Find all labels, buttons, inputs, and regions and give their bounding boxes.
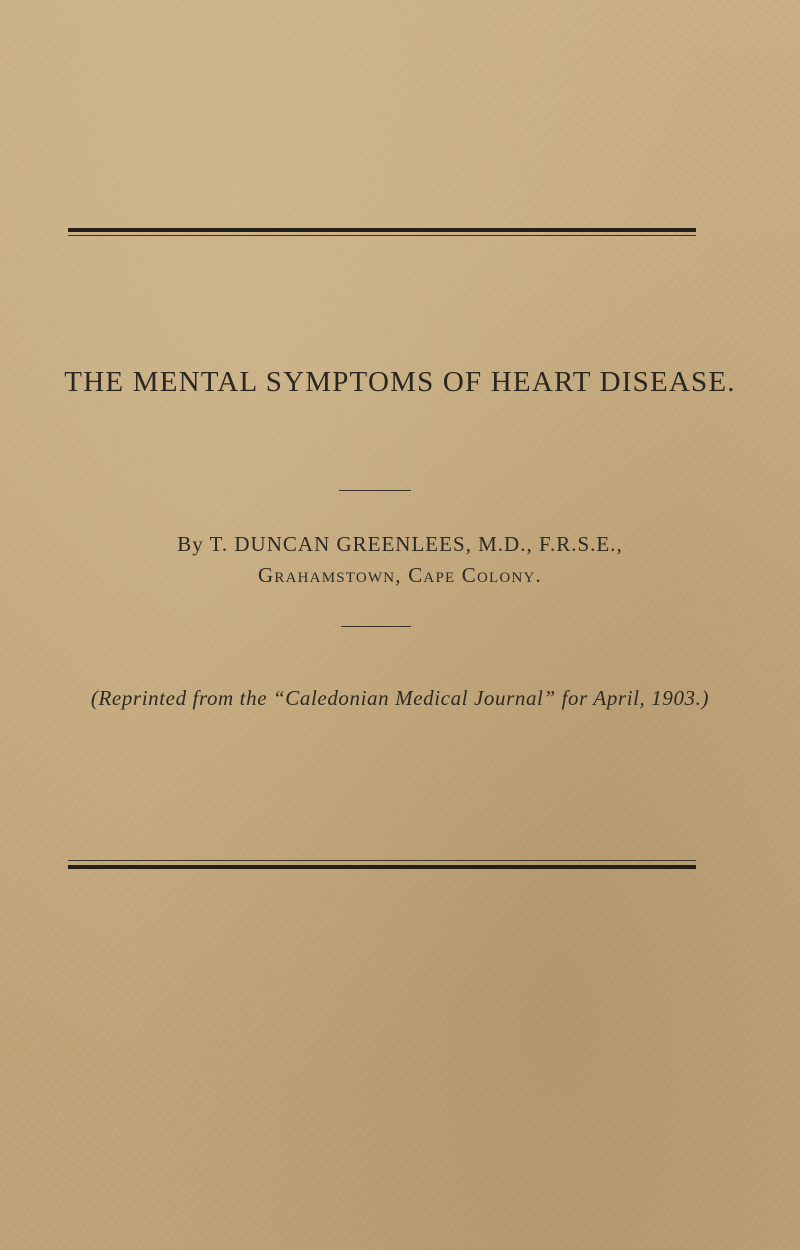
document-title: THE MENTAL SYMPTOMS OF HEART DISEASE.	[64, 366, 736, 398]
top-thick-rule	[68, 228, 696, 232]
author-separator-rule	[341, 626, 411, 627]
title-separator-rule	[339, 490, 411, 491]
top-thin-rule	[68, 235, 696, 236]
bottom-thin-rule	[68, 860, 696, 861]
reprint-note: (Reprinted from the “Caledonian Medical Journal” for April, 1903.)	[90, 686, 710, 710]
author-line: By T. DUNCAN GREENLEES, M.D., F.R.S.E.,	[177, 532, 623, 556]
author-location: Grahamstown, Cape Colony.	[258, 563, 542, 587]
bottom-thick-rule	[68, 865, 696, 869]
